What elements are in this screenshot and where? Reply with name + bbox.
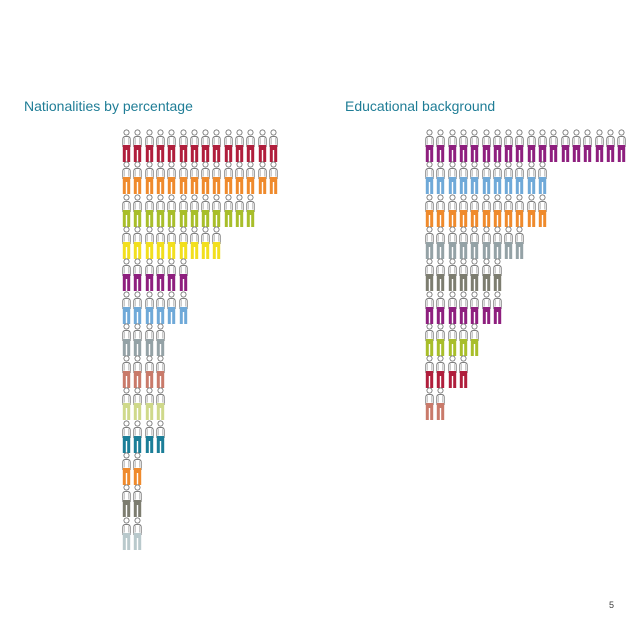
person-icon [132, 194, 143, 228]
person-icon [447, 291, 458, 325]
person-icon [424, 355, 435, 389]
person-icon [424, 161, 435, 195]
person-icon [424, 323, 435, 357]
person-icon [616, 129, 627, 163]
person-icon [121, 194, 132, 228]
person-icon [200, 226, 211, 260]
person-icon [155, 258, 166, 292]
person-icon [424, 129, 435, 163]
person-icon [481, 258, 492, 292]
person-icon [481, 161, 492, 195]
person-icon [155, 129, 166, 163]
person-icon [514, 129, 525, 163]
person-icon [469, 226, 480, 260]
person-icon [132, 226, 143, 260]
person-icon [458, 291, 469, 325]
person-icon [132, 420, 143, 454]
person-icon [189, 226, 200, 260]
person-icon [144, 387, 155, 421]
person-icon [447, 355, 458, 389]
person-icon [178, 226, 189, 260]
person-icon [503, 129, 514, 163]
person-icon [492, 194, 503, 228]
person-icon [166, 226, 177, 260]
person-icon [144, 291, 155, 325]
person-icon [594, 129, 605, 163]
person-icon [424, 258, 435, 292]
person-icon [526, 194, 537, 228]
person-icon [121, 484, 132, 518]
person-icon [178, 129, 189, 163]
person-icon [435, 387, 446, 421]
person-icon [234, 194, 245, 228]
person-icon [121, 129, 132, 163]
person-icon [166, 194, 177, 228]
person-icon [189, 194, 200, 228]
person-icon [469, 129, 480, 163]
person-icon [492, 161, 503, 195]
person-icon [469, 323, 480, 357]
person-icon [526, 129, 537, 163]
person-icon [132, 258, 143, 292]
person-icon [447, 323, 458, 357]
person-icon [144, 226, 155, 260]
person-icon [447, 161, 458, 195]
person-icon [234, 129, 245, 163]
person-icon [155, 387, 166, 421]
person-icon [447, 226, 458, 260]
person-icon [492, 291, 503, 325]
person-icon [121, 387, 132, 421]
person-icon [458, 258, 469, 292]
person-icon [458, 323, 469, 357]
person-icon [132, 517, 143, 551]
person-icon [144, 194, 155, 228]
person-icon [458, 194, 469, 228]
person-icon [200, 161, 211, 195]
person-icon [189, 161, 200, 195]
person-icon [424, 226, 435, 260]
person-icon [132, 291, 143, 325]
person-icon [245, 129, 256, 163]
person-icon [166, 291, 177, 325]
person-icon [144, 420, 155, 454]
person-icon [178, 194, 189, 228]
person-icon [200, 129, 211, 163]
person-icon [211, 129, 222, 163]
person-icon [560, 129, 571, 163]
person-icon [166, 161, 177, 195]
person-icon [132, 323, 143, 357]
person-icon [132, 355, 143, 389]
person-icon [469, 258, 480, 292]
person-icon [424, 291, 435, 325]
person-icon [571, 129, 582, 163]
person-icon [132, 484, 143, 518]
person-icon [144, 355, 155, 389]
person-icon [155, 420, 166, 454]
person-icon [121, 291, 132, 325]
person-icon [435, 355, 446, 389]
person-icon [435, 258, 446, 292]
person-icon [211, 226, 222, 260]
person-icon [178, 258, 189, 292]
person-icon [132, 387, 143, 421]
person-icon [435, 323, 446, 357]
person-icon [132, 452, 143, 486]
person-icon [234, 161, 245, 195]
person-icon [469, 161, 480, 195]
person-icon [257, 161, 268, 195]
person-icon [435, 291, 446, 325]
person-icon [492, 258, 503, 292]
person-icon [548, 129, 559, 163]
person-icon [144, 161, 155, 195]
person-icon [245, 161, 256, 195]
person-icon [144, 323, 155, 357]
page-number: 5 [608, 600, 614, 610]
person-icon [469, 291, 480, 325]
person-icon [121, 452, 132, 486]
person-icon [223, 194, 234, 228]
education-chart-title: Educational background [345, 98, 496, 114]
person-icon [435, 161, 446, 195]
person-icon [537, 194, 548, 228]
person-icon [503, 194, 514, 228]
person-icon [435, 129, 446, 163]
person-icon [121, 161, 132, 195]
person-icon [211, 194, 222, 228]
person-icon [121, 323, 132, 357]
person-icon [514, 226, 525, 260]
person-icon [121, 226, 132, 260]
person-icon [155, 355, 166, 389]
person-icon [200, 194, 211, 228]
person-icon [178, 291, 189, 325]
person-icon [223, 161, 234, 195]
person-icon [178, 161, 189, 195]
person-icon [435, 226, 446, 260]
person-icon [458, 129, 469, 163]
person-icon [211, 161, 222, 195]
person-icon [424, 194, 435, 228]
person-icon [223, 129, 234, 163]
person-icon [155, 161, 166, 195]
person-icon [121, 355, 132, 389]
person-icon [268, 161, 279, 195]
person-icon [447, 129, 458, 163]
person-icon [121, 420, 132, 454]
person-icon [155, 291, 166, 325]
person-icon [492, 226, 503, 260]
person-icon [481, 129, 492, 163]
person-icon [537, 129, 548, 163]
person-icon [492, 129, 503, 163]
person-icon [447, 258, 458, 292]
person-icon [144, 129, 155, 163]
person-icon [435, 194, 446, 228]
person-icon [132, 129, 143, 163]
nationalities-chart-title: Nationalities by percentage [24, 98, 193, 114]
person-icon [503, 161, 514, 195]
person-icon [514, 161, 525, 195]
person-icon [481, 291, 492, 325]
person-icon [144, 258, 155, 292]
person-icon [155, 226, 166, 260]
person-icon [458, 161, 469, 195]
person-icon [481, 226, 492, 260]
person-icon [166, 129, 177, 163]
person-icon [605, 129, 616, 163]
person-icon [132, 161, 143, 195]
person-icon [166, 258, 177, 292]
person-icon [458, 355, 469, 389]
person-icon [503, 226, 514, 260]
person-icon [121, 517, 132, 551]
person-icon [514, 194, 525, 228]
person-icon [537, 161, 548, 195]
person-icon [155, 194, 166, 228]
person-icon [458, 226, 469, 260]
person-icon [526, 161, 537, 195]
person-icon [447, 194, 458, 228]
person-icon [424, 387, 435, 421]
person-icon [155, 323, 166, 357]
person-icon [245, 194, 256, 228]
person-icon [268, 129, 279, 163]
person-icon [189, 129, 200, 163]
person-icon [481, 194, 492, 228]
person-icon [121, 258, 132, 292]
person-icon [257, 129, 268, 163]
person-icon [469, 194, 480, 228]
person-icon [582, 129, 593, 163]
